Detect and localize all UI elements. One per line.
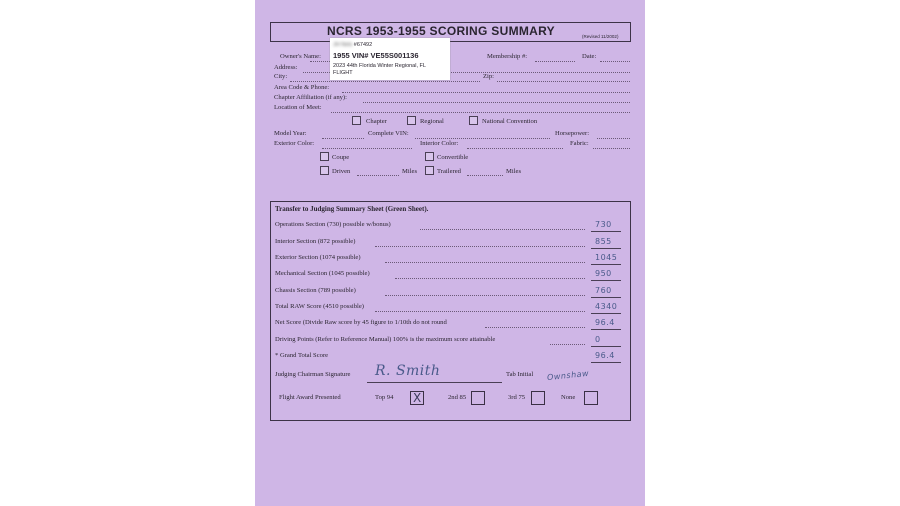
interior-color-label: Interior Color: [420,140,459,147]
score-value-line [591,264,621,265]
score-row-value: 96.4 [595,318,615,327]
score-value-line [591,329,621,330]
award-label: Flight Award Presented [279,394,341,401]
score-value-line [591,362,621,363]
chapter-option-label: Chapter [366,118,387,125]
award-checkbox[interactable] [410,391,424,405]
score-row-label: Interior Section (872 possible) [275,238,356,245]
owner-label: Owner's Name: [280,53,321,60]
score-row-leader [385,262,585,263]
check-mark: X [413,391,422,405]
score-row-label: Chassis Section (789 possible) [275,287,356,294]
score-row-label: Mechanical Section (1045 possible) [275,270,370,277]
score-value-line [591,346,621,347]
score-row-label: Total RAW Score (4510 possible) [275,303,364,310]
zip-label: Zip: [483,73,494,80]
score-row-label: Net Score (Divide Raw score by 45 figure to 1/10th do not round [275,319,447,326]
score-row-leader [420,229,585,230]
signature-value: R. Smith [375,363,441,379]
score-value-line [591,231,621,232]
award-option-label: Top 94 [375,394,394,401]
trailered-checkbox[interactable] [425,166,434,175]
score-value-line [591,313,621,314]
driven-checkbox[interactable] [320,166,329,175]
score-row-leader [550,344,585,345]
area-phone-label: Area Code & Phone: [274,84,330,91]
award-option-label: 3rd 75 [508,394,526,401]
driven-label: Driven [332,168,351,175]
sticker-flight: FLIGHT [333,70,353,76]
regional-option-label: Regional [420,118,444,125]
award-checkbox[interactable] [471,391,485,405]
vin-label: Complete VIN: [368,130,409,137]
date-label: Date: [582,53,597,60]
score-row-leader [375,311,585,312]
score-row-leader [385,295,585,296]
trailered-label: Trailered [437,168,461,175]
score-row-label: Exterior Section (1074 possible) [275,254,361,261]
award-checkbox[interactable] [531,391,545,405]
score-row-leader [485,327,585,328]
tab-initial-label: Tab Initial [506,371,534,378]
trailered-miles-label: Miles [506,168,522,175]
membership-label: Membership #: [487,53,528,60]
score-value-line [591,280,621,281]
score-value-line [591,248,621,249]
score-row-label: * Grand Total Score [275,352,329,359]
sticker-vin: 1955 VIN# VE55S001136 [333,51,419,60]
national-checkbox[interactable] [469,116,478,125]
national-option-label: National Convention [482,118,538,125]
award-checkbox[interactable] [584,391,598,405]
horsepower-label: Horsepower: [555,130,590,137]
score-value-line [591,297,621,298]
chapter-label: Chapter Affiliation (if any): [274,94,347,101]
award-option-label: 2nd 85 [448,394,467,401]
fabric-label: Fabric: [570,140,589,147]
score-row-label: Operations Section (730) possible w/bonus) [275,221,391,228]
convertible-label: Convertible [437,154,469,161]
regional-checkbox[interactable] [407,116,416,125]
score-row-value: 760 [595,286,612,295]
score-row-label: Driving Points (Refer to Reference Manual) 100% is the maximum score attainable [275,336,496,343]
city-label: City: [274,73,288,80]
sticker-event: 2023 44th Florida Winter Regional, FL [333,63,426,69]
location-label: Location of Meet: [274,104,322,111]
score-row-value: 1045 [595,253,618,262]
event-sticker [330,38,450,80]
signature-label: Judging Chairman Signature [275,371,351,378]
address-label: Address: [274,64,298,71]
coupe-label: Coupe [332,154,350,161]
chapter-checkbox[interactable] [352,116,361,125]
sticker-member: #67492 [353,42,373,48]
score-row-value: 4340 [595,302,618,311]
score-row-value: 0 [595,335,601,344]
score-row-value: 855 [595,237,612,246]
score-row-leader [395,278,585,279]
exterior-color-label: Exterior Color: [274,140,315,147]
award-option-label: None [561,394,576,401]
revised-note: (Revised 11/2002) [582,34,619,39]
tab-initial-value: Ownshaw [546,368,590,383]
score-row-value: 950 [595,269,612,278]
form-title: NCRS 1953-1955 SCORING SUMMARY [327,24,555,38]
score-row-value: 730 [595,220,612,229]
coupe-checkbox[interactable] [320,152,329,161]
convertible-checkbox[interactable] [425,152,434,161]
summary-heading: Transfer to Judging Summary Sheet (Green Sheet). [275,205,429,213]
sticker-name: JH Nels [333,42,353,48]
driven-miles-label: Miles [402,168,418,175]
model-year-label: Model Year: [274,130,307,137]
form-page [255,0,645,506]
score-row-leader [375,246,585,247]
score-row-value: 96.4 [595,351,615,360]
